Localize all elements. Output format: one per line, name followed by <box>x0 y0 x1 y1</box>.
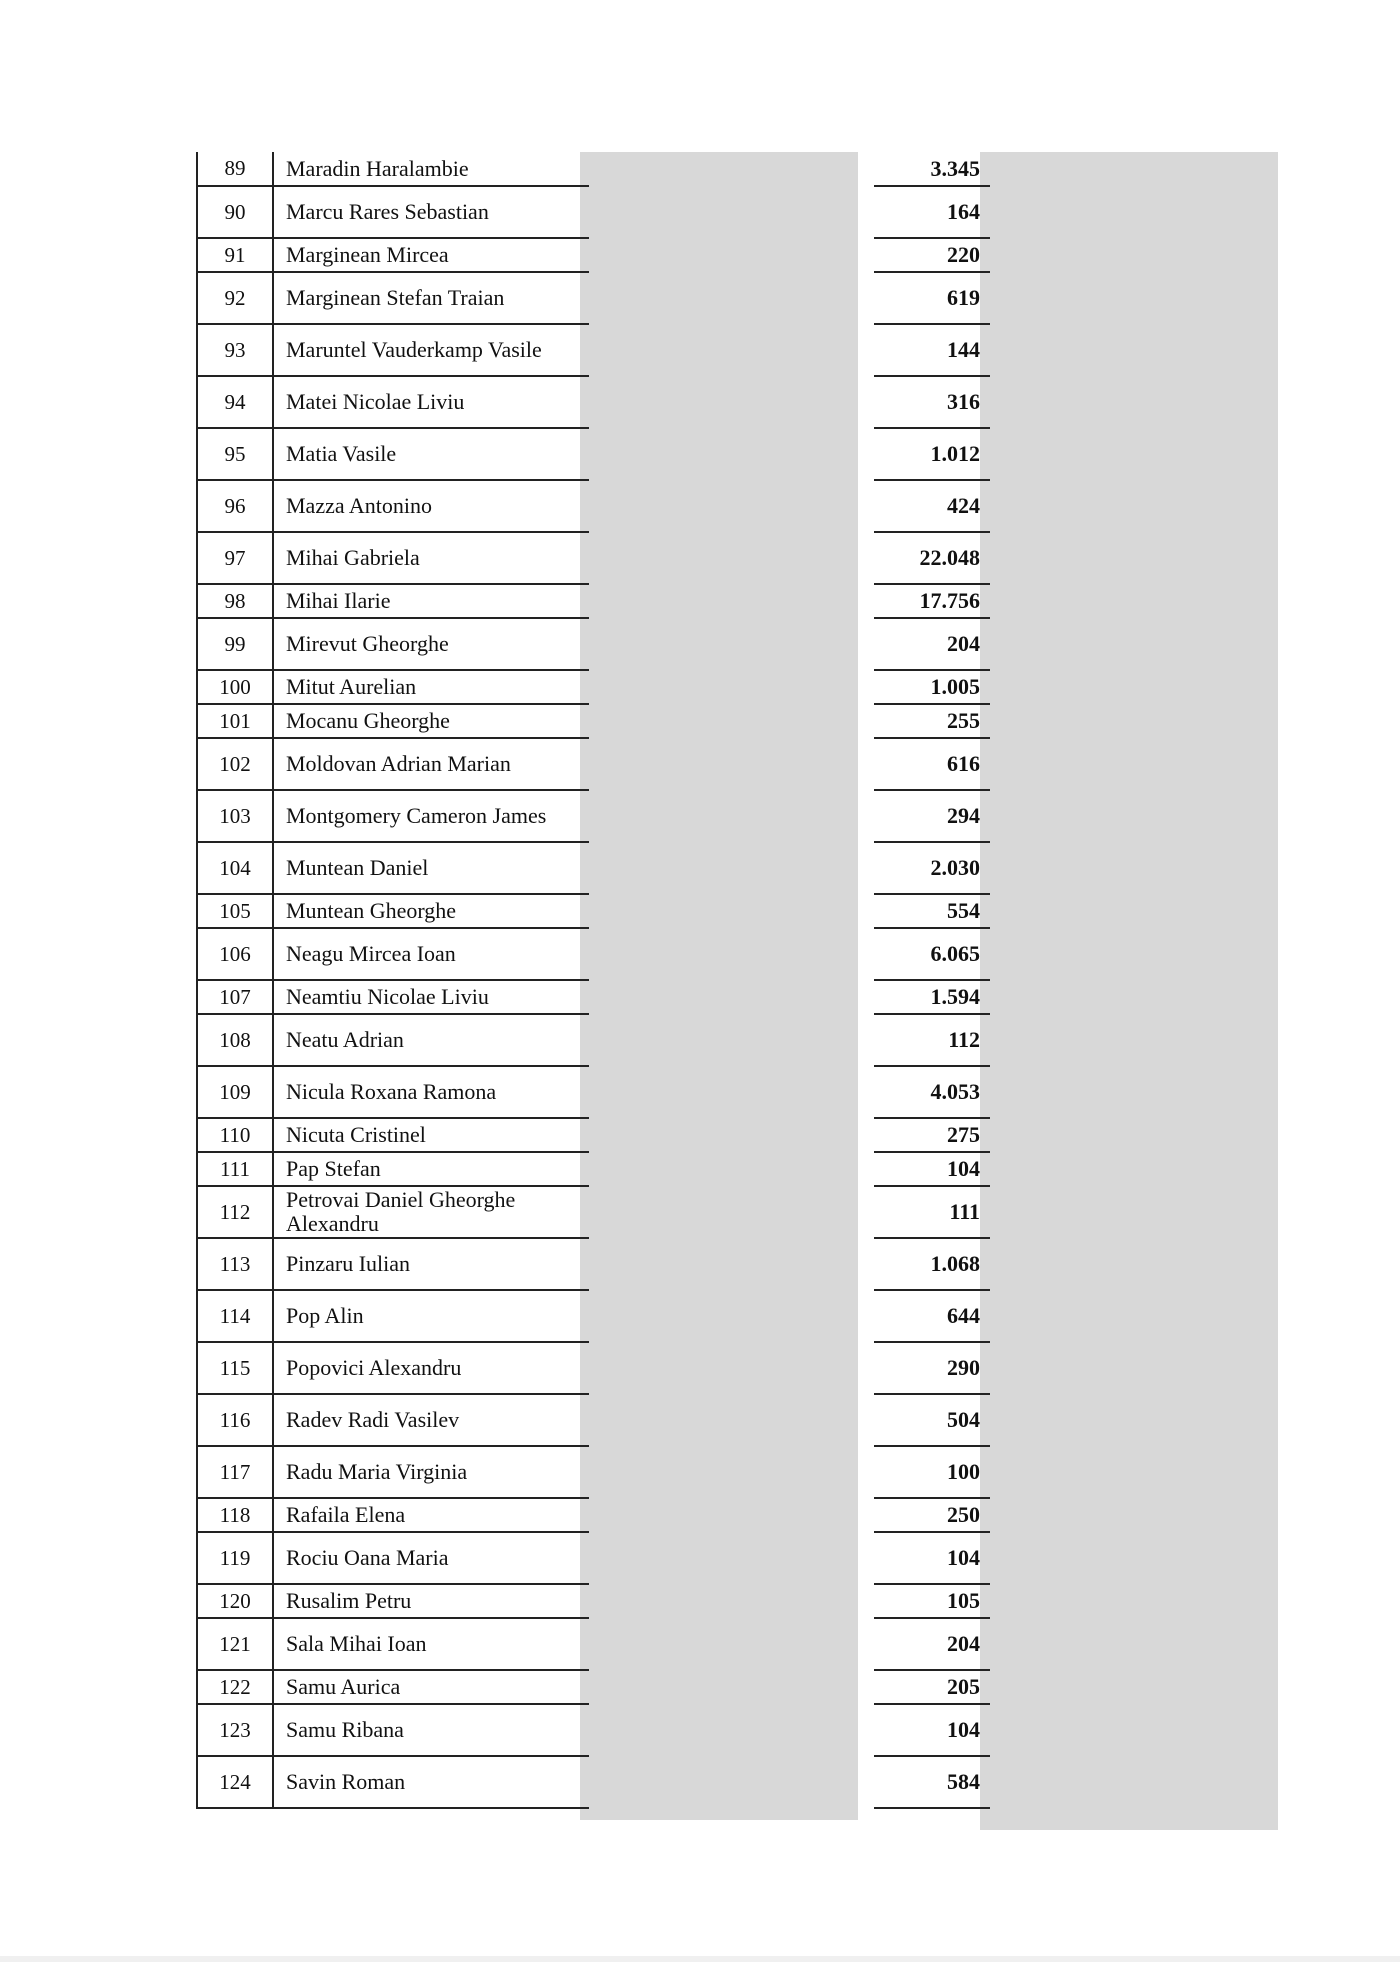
redacted-cell <box>589 1670 874 1704</box>
table-row <box>197 1342 990 1394</box>
row-name: Mitut Aurelian <box>273 670 589 704</box>
row-value: 616 <box>874 738 990 790</box>
row-name: Savin Roman <box>273 1756 589 1808</box>
redacted-cell <box>589 1014 874 1066</box>
row-value: 4.053 <box>874 1066 990 1118</box>
row-name: Marginean Mircea <box>273 238 589 272</box>
ledger-body <box>197 152 990 1808</box>
row-name: Mazza Antonino <box>273 480 589 532</box>
ledger-table <box>196 152 990 1809</box>
table-row <box>197 894 990 928</box>
row-name: Neatu Adrian <box>273 1014 589 1066</box>
row-value: 290 <box>874 1342 990 1394</box>
row-value: 17.756 <box>874 584 990 618</box>
row-name: Marginean Stefan Traian <box>273 272 589 324</box>
row-number: 91 <box>197 238 273 272</box>
row-name: Nicuta Cristinel <box>273 1118 589 1152</box>
table-row <box>197 1704 990 1756</box>
row-number: 115 <box>197 1342 273 1394</box>
row-number: 89 <box>197 152 273 186</box>
row-name: Popovici Alexandru <box>273 1342 589 1394</box>
redacted-cell <box>589 238 874 272</box>
redacted-cell <box>589 1618 874 1670</box>
row-name: Petrovai Daniel Gheorghe Alexandru <box>273 1186 589 1238</box>
row-value: 255 <box>874 704 990 738</box>
row-number: 90 <box>197 186 273 238</box>
row-number: 92 <box>197 272 273 324</box>
row-number: 124 <box>197 1756 273 1808</box>
redacted-cell <box>589 704 874 738</box>
row-value: 504 <box>874 1394 990 1446</box>
redacted-cell <box>589 1118 874 1152</box>
table-row <box>197 928 990 980</box>
row-number: 107 <box>197 980 273 1014</box>
redacted-cell <box>589 376 874 428</box>
row-name: Samu Aurica <box>273 1670 589 1704</box>
table-row <box>197 1186 990 1238</box>
row-number: 110 <box>197 1118 273 1152</box>
row-name: Rusalim Petru <box>273 1584 589 1618</box>
row-value: 1.594 <box>874 980 990 1014</box>
row-number: 96 <box>197 480 273 532</box>
table-row <box>197 272 990 324</box>
row-name: Mocanu Gheorghe <box>273 704 589 738</box>
table-row <box>197 738 990 790</box>
row-number: 98 <box>197 584 273 618</box>
row-number: 112 <box>197 1186 273 1238</box>
table-row <box>197 428 990 480</box>
table-row <box>197 584 990 618</box>
row-number: 99 <box>197 618 273 670</box>
row-value: 204 <box>874 1618 990 1670</box>
table-row <box>197 1238 990 1290</box>
row-name: Neamtiu Nicolae Liviu <box>273 980 589 1014</box>
row-value: 144 <box>874 324 990 376</box>
row-number: 94 <box>197 376 273 428</box>
row-number: 104 <box>197 842 273 894</box>
redacted-cell <box>589 1394 874 1446</box>
row-name: Matei Nicolae Liviu <box>273 376 589 428</box>
row-value: 1.068 <box>874 1238 990 1290</box>
row-number: 122 <box>197 1670 273 1704</box>
row-name: Mihai Gabriela <box>273 532 589 584</box>
table-row <box>197 1118 990 1152</box>
row-name: Neagu Mircea Ioan <box>273 928 589 980</box>
row-name: Matia Vasile <box>273 428 589 480</box>
redacted-cell <box>589 1704 874 1756</box>
row-name: Radev Radi Vasilev <box>273 1394 589 1446</box>
table-row <box>197 1066 990 1118</box>
table-row <box>197 842 990 894</box>
row-number: 114 <box>197 1290 273 1342</box>
table-row <box>197 480 990 532</box>
row-name: Rociu Oana Maria <box>273 1532 589 1584</box>
row-value: 22.048 <box>874 532 990 584</box>
redacted-cell <box>589 1152 874 1186</box>
row-value: 2.030 <box>874 842 990 894</box>
redacted-cell <box>589 1066 874 1118</box>
redacted-cell <box>589 928 874 980</box>
redacted-cell <box>589 1446 874 1498</box>
row-name: Marcu Rares Sebastian <box>273 186 589 238</box>
row-name: Mihai Ilarie <box>273 584 589 618</box>
redacted-cell <box>589 532 874 584</box>
redacted-cell <box>589 1532 874 1584</box>
row-number: 102 <box>197 738 273 790</box>
table-row <box>197 1014 990 1066</box>
row-number: 100 <box>197 670 273 704</box>
row-name: Muntean Gheorghe <box>273 894 589 928</box>
table-row <box>197 1532 990 1584</box>
table-row <box>197 1394 990 1446</box>
table-row <box>197 670 990 704</box>
row-name: Radu Maria Virginia <box>273 1446 589 1498</box>
table-row <box>197 376 990 428</box>
row-value: 619 <box>874 272 990 324</box>
row-value: 220 <box>874 238 990 272</box>
table-row <box>197 1584 990 1618</box>
row-number: 121 <box>197 1618 273 1670</box>
row-value: 112 <box>874 1014 990 1066</box>
row-value: 205 <box>874 1670 990 1704</box>
row-number: 111 <box>197 1152 273 1186</box>
row-value: 275 <box>874 1118 990 1152</box>
redacted-cell <box>589 152 874 186</box>
redacted-cell <box>589 1498 874 1532</box>
row-number: 97 <box>197 532 273 584</box>
table-row <box>197 532 990 584</box>
row-name: Pap Stefan <box>273 1152 589 1186</box>
table-row <box>197 1152 990 1186</box>
table-row <box>197 1618 990 1670</box>
row-number: 101 <box>197 704 273 738</box>
row-number: 105 <box>197 894 273 928</box>
row-value: 644 <box>874 1290 990 1342</box>
row-value: 6.065 <box>874 928 990 980</box>
redacted-cell <box>589 1290 874 1342</box>
row-value: 1.012 <box>874 428 990 480</box>
redacted-cell <box>589 842 874 894</box>
row-value: 104 <box>874 1532 990 1584</box>
table-row <box>197 186 990 238</box>
row-value: 104 <box>874 1152 990 1186</box>
row-name: Nicula Roxana Ramona <box>273 1066 589 1118</box>
row-value: 316 <box>874 376 990 428</box>
table-row <box>197 1756 990 1808</box>
row-value: 3.345 <box>874 152 990 186</box>
row-value: 554 <box>874 894 990 928</box>
row-name: Samu Ribana <box>273 1704 589 1756</box>
page-bottom-edge <box>0 1956 1400 1962</box>
row-number: 117 <box>197 1446 273 1498</box>
redacted-cell <box>589 790 874 842</box>
redacted-cell <box>589 894 874 928</box>
row-value: 204 <box>874 618 990 670</box>
row-number: 123 <box>197 1704 273 1756</box>
redacted-cell <box>589 618 874 670</box>
redacted-cell <box>589 324 874 376</box>
table-row <box>197 324 990 376</box>
redacted-cell <box>589 1342 874 1394</box>
row-value: 104 <box>874 1704 990 1756</box>
row-number: 103 <box>197 790 273 842</box>
redacted-cell <box>589 1186 874 1238</box>
table-row <box>197 1498 990 1532</box>
redacted-column-block <box>980 152 1278 1830</box>
row-value: 100 <box>874 1446 990 1498</box>
table-row <box>197 238 990 272</box>
redacted-cell <box>589 428 874 480</box>
row-number: 113 <box>197 1238 273 1290</box>
row-value: 164 <box>874 186 990 238</box>
row-name: Mirevut Gheorghe <box>273 618 589 670</box>
table-row <box>197 152 990 186</box>
row-value: 250 <box>874 1498 990 1532</box>
row-number: 118 <box>197 1498 273 1532</box>
row-name: Moldovan Adrian Marian <box>273 738 589 790</box>
row-name: Muntean Daniel <box>273 842 589 894</box>
redacted-cell <box>589 480 874 532</box>
row-number: 119 <box>197 1532 273 1584</box>
row-value: 105 <box>874 1584 990 1618</box>
redacted-cell <box>589 272 874 324</box>
row-number: 120 <box>197 1584 273 1618</box>
table-row <box>197 790 990 842</box>
row-number: 95 <box>197 428 273 480</box>
row-name: Maruntel Vauderkamp Vasile <box>273 324 589 376</box>
table-row <box>197 980 990 1014</box>
row-number: 106 <box>197 928 273 980</box>
row-name: Sala Mihai Ioan <box>273 1618 589 1670</box>
row-name: Montgomery Cameron James <box>273 790 589 842</box>
row-name: Pinzaru Iulian <box>273 1238 589 1290</box>
redacted-cell <box>589 980 874 1014</box>
table-row <box>197 1670 990 1704</box>
row-value: 111 <box>874 1186 990 1238</box>
row-value: 424 <box>874 480 990 532</box>
table-row <box>197 704 990 738</box>
row-value: 1.005 <box>874 670 990 704</box>
row-value: 294 <box>874 790 990 842</box>
row-value: 584 <box>874 1756 990 1808</box>
table-row <box>197 1446 990 1498</box>
row-name: Pop Alin <box>273 1290 589 1342</box>
row-name: Maradin Haralambie <box>273 152 589 186</box>
redacted-cell <box>589 1238 874 1290</box>
row-number: 116 <box>197 1394 273 1446</box>
redacted-cell <box>589 670 874 704</box>
redacted-cell <box>589 584 874 618</box>
row-number: 108 <box>197 1014 273 1066</box>
redacted-cell <box>589 1584 874 1618</box>
redacted-cell <box>589 186 874 238</box>
table-row <box>197 1290 990 1342</box>
table-row <box>197 618 990 670</box>
row-number: 93 <box>197 324 273 376</box>
redacted-cell <box>589 738 874 790</box>
redacted-cell <box>589 1756 874 1808</box>
row-name: Rafaila Elena <box>273 1498 589 1532</box>
row-number: 109 <box>197 1066 273 1118</box>
